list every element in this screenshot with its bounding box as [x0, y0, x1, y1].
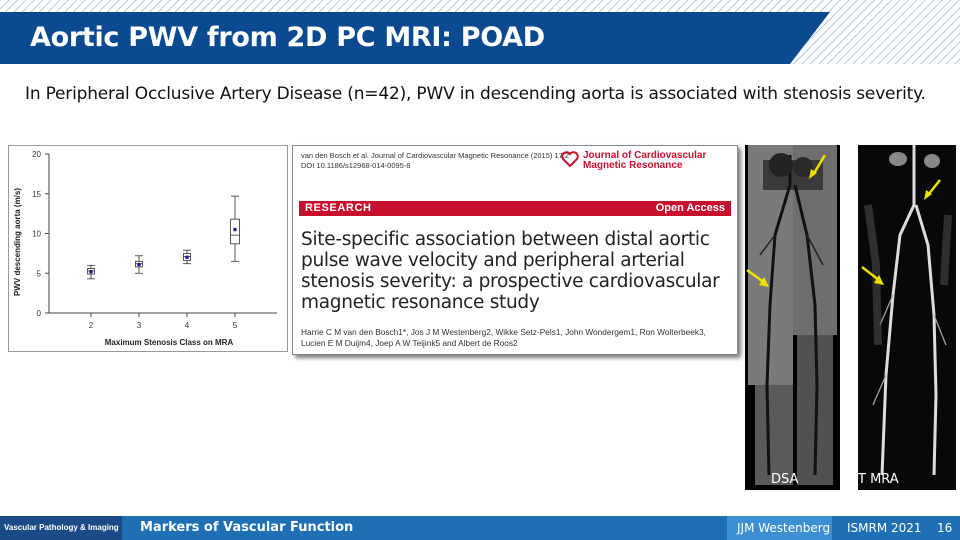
journal-logo — [583, 151, 706, 171]
section-label: RESEARCH — [305, 202, 372, 214]
x-tick-label: 2 — [88, 321, 94, 330]
x-tick-label: 3 — [136, 321, 142, 330]
journal-name-line2: Magnetic Resonance — [583, 160, 683, 171]
y-tick-label: 20 — [32, 150, 41, 159]
footer-conference: ISMRM 2021 — [847, 521, 922, 535]
dsa-image — [745, 145, 840, 490]
slide-title: Aortic PWV from 2D PC MRI: POAD — [30, 22, 545, 53]
paper-citation: van den Bosch et al. Journal of Cardiovascular Magnetic Resonance (2015) 17:2 — [301, 151, 570, 160]
open-access-label: Open Access — [655, 202, 725, 214]
box — [231, 219, 240, 244]
y-axis-label: PWV descending aorta (m/s) — [13, 187, 22, 296]
mean-point — [185, 256, 189, 260]
section-bar — [299, 201, 731, 216]
footer-author: JJM Westenberg — [737, 521, 831, 535]
x-tick-label: 5 — [232, 321, 238, 330]
footer-section: Markers of Vascular Function — [140, 520, 354, 535]
x-axis-label: Maximum Stenosis Class on MRA — [104, 338, 234, 347]
mra-image — [858, 145, 956, 490]
mra-label: T MRA — [858, 472, 899, 487]
dsa-graphic — [745, 145, 840, 490]
paper-title: Site-specific association between distal aortic pulse wave velocity and peripheral arterial stenosis severity: a prospective cardiovascular magnetic resonance study — [301, 229, 720, 313]
y-tick-label: 0 — [36, 309, 41, 318]
y-tick-label: 5 — [36, 269, 41, 279]
mra-graphic — [858, 145, 956, 490]
y-tick-label: 10 — [32, 229, 41, 239]
heart-icon — [561, 151, 579, 170]
mean-point — [233, 228, 237, 232]
mean-point — [89, 270, 93, 274]
journal-name-line1: Journal of Cardiovascular — [583, 150, 707, 161]
footer-group-block — [0, 516, 122, 540]
boxplot-svg — [9, 146, 287, 351]
dsa-label: DSA — [771, 472, 799, 487]
paper-doi: DOI 10.1186/s12968-014-0095-8 — [301, 161, 411, 170]
mean-point — [137, 263, 141, 267]
slide-subtitle: In Peripheral Occlusive Artery Disease (n=42), PWV in descending aorta is associated with stenosis severity. — [25, 84, 926, 104]
title-bar — [0, 0, 960, 64]
boxplot-chart — [8, 145, 288, 352]
x-tick-label: 4 — [184, 321, 190, 330]
page-number: 16 — [937, 521, 953, 535]
paper-authors: Harrie C M van den Bosch1*, Jos J M Westenberg2, Wikke Setz-Pels1, John Wondergem1, Ron Wolterbeek3, Lucien E M Duijm4, Joep A W Teijink5 and Albert de Roos2 — [301, 327, 706, 348]
y-tick-label: 15 — [32, 189, 41, 199]
footer-author-block — [727, 516, 832, 540]
footer-bar — [0, 516, 960, 540]
paper-header-image — [292, 145, 738, 355]
footer-group: Vascular Pathology & Imaging — [4, 523, 119, 532]
